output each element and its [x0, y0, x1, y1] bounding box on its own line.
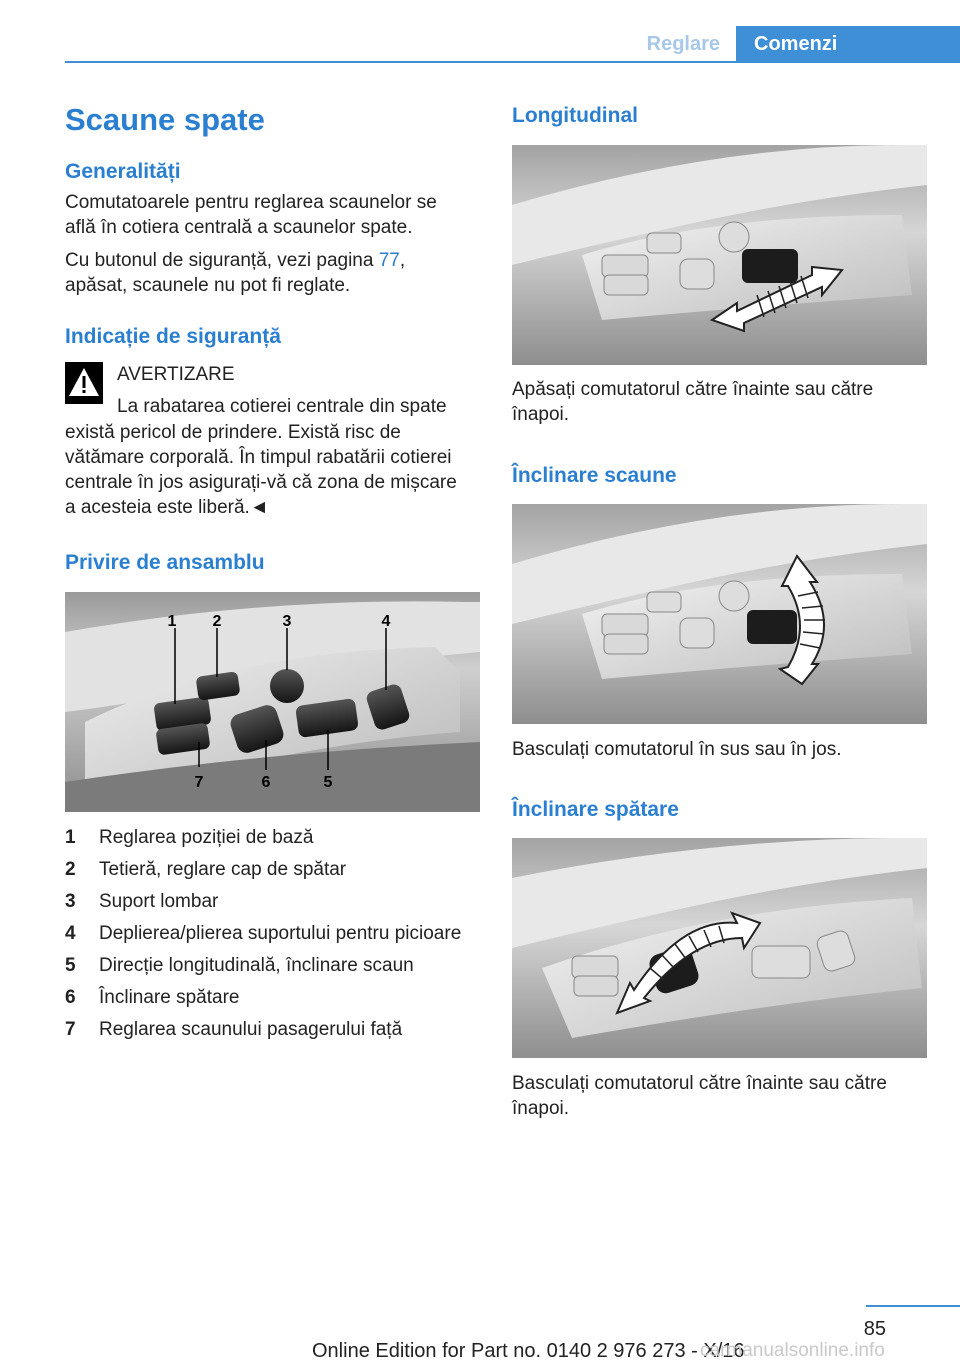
overview-legend: [65, 825, 485, 1049]
longitudinal-line-1: Apăsați comutatorul către înainte sau către: [512, 379, 874, 400]
legend-text: Reglarea scaunului pasagerului față: [99, 1019, 403, 1040]
seat-tilt-section: [512, 464, 932, 488]
left-column: [65, 102, 485, 138]
back-tilt-image: [512, 838, 927, 1058]
callout-5: 5: [323, 774, 333, 791]
longitudinal-heading: Longitudinal: [512, 104, 638, 127]
header-rule: [65, 61, 960, 63]
seat-tilt-line-1: Basculați comutatorul în sus sau în jos.: [512, 739, 842, 760]
page-number: 85: [863, 1318, 886, 1340]
overview-heading: Privire de ansamblu: [65, 551, 265, 574]
legend-text: Înclinare spătare: [99, 987, 240, 1008]
warning-body: [65, 420, 485, 520]
callout-1: 1: [167, 613, 177, 630]
legend-text: Deplierea/plierea suportului pentru picioare: [99, 923, 462, 944]
back-tilt-heading: Înclinare spătare: [512, 798, 679, 821]
legend-item: [65, 1017, 485, 1049]
seat-tilt-image: [512, 504, 927, 724]
header-section-tab[interactable]: Reglare: [646, 33, 720, 55]
back-tilt-section: [512, 798, 932, 822]
legend-num: 4: [65, 923, 76, 944]
general-heading: Generalități: [65, 160, 181, 183]
watermark: carmanualsonline.info: [700, 1340, 885, 1361]
legend-item: [65, 889, 485, 921]
seat-controls-overview-image: [65, 592, 480, 812]
warning-line-5: a acesteia este liberă.◄: [65, 497, 269, 518]
legend-num: 2: [65, 859, 76, 880]
legend-item: [65, 985, 485, 1017]
legend-item: [65, 921, 485, 953]
legend-item: [65, 825, 485, 857]
general-section: [65, 160, 485, 298]
footer-rule: [866, 1305, 960, 1307]
legend-item: [65, 953, 485, 985]
legend-text: Reglarea poziției de bază: [99, 827, 314, 848]
seat-tilt-heading: Înclinare scaune: [512, 464, 677, 487]
longitudinal-section: [512, 104, 932, 128]
page-title: Scaune spate: [65, 102, 265, 137]
legend-text: Suport lombar: [99, 891, 219, 912]
safety-heading: Indicație de siguranță: [65, 325, 281, 348]
seat-tilt-text: [512, 737, 932, 762]
callout-3: 3: [282, 613, 292, 630]
legend-num: 5: [65, 955, 76, 976]
header-chapter-tab[interactable]: Comenzi: [736, 26, 960, 63]
warning-label: AVERTIZARE: [117, 364, 235, 385]
longitudinal-line-2: înapoi.: [512, 404, 570, 425]
callout-7: 7: [194, 774, 204, 791]
safety-section: [65, 325, 485, 349]
callout-6: 6: [261, 774, 271, 791]
back-tilt-line-1: Basculați comutatorul către înainte sau către: [512, 1073, 887, 1094]
general-text-2: Cu butonul de siguranță, vezi pagina 77, apăsat, scaunele nu pot fi reglate.: [65, 250, 406, 296]
legend-num: 6: [65, 987, 76, 1008]
longitudinal-image: [512, 145, 927, 365]
warning-icon: [65, 362, 103, 404]
legend-num: 1: [65, 827, 76, 848]
legend-num: 3: [65, 891, 76, 912]
warning-line-4: centrale în jos asigurați-vă că zona de mișcare: [65, 472, 457, 493]
warning-line-1: La rabatarea cotierei centrale din spate: [117, 396, 447, 417]
warning-line-3: vătămare corporală. În timpul rabatării cotierei: [65, 447, 452, 468]
legend-item: [65, 857, 485, 889]
overview-section: [65, 551, 485, 575]
callout-4: 4: [381, 613, 391, 630]
general-text-1: Comutatoarele pentru reglarea scaunelor se află în cotiera centrală a scaunelor spate.: [65, 192, 437, 238]
longitudinal-text: [512, 377, 932, 427]
edition-text: Online Edition for Part no. 0140 2 976 273 - X/16: [312, 1340, 745, 1362]
warning-line-2: există pericol de prindere. Există risc de: [65, 422, 401, 443]
back-tilt-line-2: înapoi.: [512, 1098, 570, 1119]
callout-2: 2: [212, 613, 222, 630]
legend-num: 7: [65, 1019, 76, 1040]
legend-text: Tetieră, reglare cap de spătar: [99, 859, 347, 880]
back-tilt-text: [512, 1071, 932, 1121]
page-link[interactable]: 77: [378, 250, 400, 271]
legend-text: Direcție longitudinală, înclinare scaun: [99, 955, 414, 976]
